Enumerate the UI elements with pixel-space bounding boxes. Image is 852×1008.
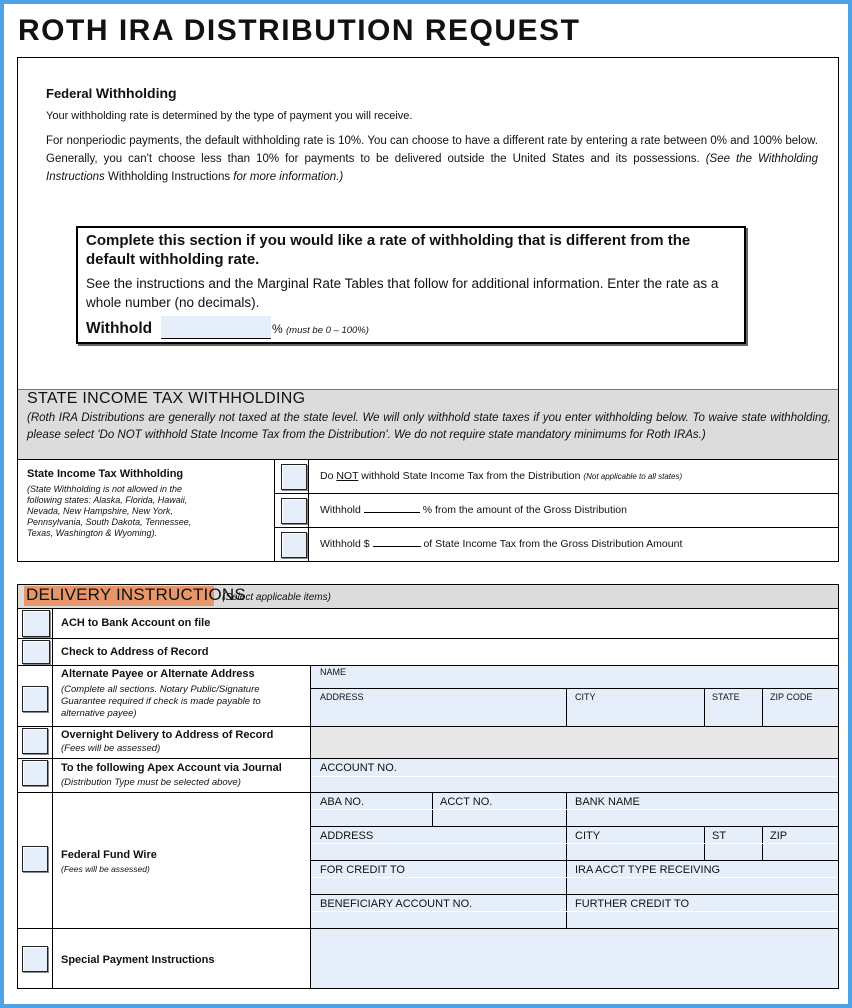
divider: [311, 776, 838, 777]
divider: [762, 688, 763, 726]
overnight-grey-cell: [311, 727, 838, 758]
divider: [311, 877, 838, 878]
check-label: Check to Address of Record: [61, 646, 209, 658]
wire-address-label: ADDRESS: [320, 830, 374, 842]
wire-zip-label: ZIP: [770, 830, 788, 842]
divider: [311, 894, 838, 895]
overnight-checkbox[interactable]: [22, 728, 48, 754]
alt-zip-label: ZIP CODE: [770, 692, 813, 702]
divider: [311, 809, 838, 810]
account-no-label: ACCOUNT NO.: [320, 762, 397, 774]
divider: [52, 608, 53, 989]
divider: [566, 688, 567, 726]
state-percent-checkbox[interactable]: [281, 498, 307, 524]
state-left-note: (State Withholding is not allowed in the following states: Alaska, Florida, Hawaii, Nevada, New Hampshire, New York, Pennsylvania, South Dakota, Tennessee, Texas, Washington & Wyoming).: [27, 484, 192, 538]
state-withholding-title: STATE INCOME TAX WITHHOLDING: [27, 390, 306, 407]
custom-rate-instructions: See the instructions and the Marginal Rate Tables that follow for additional information. Enter the rate as a whole number (no decimals).: [86, 276, 719, 310]
federal-withholding-paragraph: For nonperiodic payments, the default withholding rate is 10%. You can choose to have a different rate by entering a rate between 0% and 100% below. Generally, you can't choose less than 10% for payments to be delivered outside the United States and its possessions. (See the Withholding Instructions Withholding Instructions for more information.): [46, 135, 819, 183]
withhold-percent-note: % (must be 0 – 100%): [272, 322, 369, 336]
divider: [311, 911, 838, 912]
wire-label: Federal Fund Wire: [61, 849, 157, 861]
for-credit-label: FOR CREDIT TO: [320, 864, 405, 876]
aba-no-label: ABA NO.: [320, 796, 365, 808]
state-percent-input[interactable]: [364, 504, 420, 513]
beneficiary-account-label: BENEFICIARY ACCOUNT NO.: [320, 898, 473, 910]
ira-type-label: IRA ACCT TYPE RECEIVING: [575, 864, 721, 876]
further-credit-label: FURTHER CREDIT TO: [575, 898, 690, 910]
overnight-label: Overnight Delivery to Address of Record: [61, 729, 274, 741]
wire-note: (Fees will be assessed): [61, 864, 150, 874]
divider: [704, 688, 705, 726]
divider: [274, 527, 839, 528]
apex-account-note: (Distribution Type must be selected above): [61, 777, 241, 788]
divider: [311, 826, 838, 827]
check-checkbox[interactable]: [22, 640, 50, 664]
alternate-payee-label: Alternate Payee or Alternate Address: [61, 668, 255, 680]
overnight-note: (Fees will be assessed): [61, 743, 161, 754]
alt-name-label: NAME: [320, 667, 347, 677]
federal-withholding-intro: Your withholding rate is determined by the type of payment you will receive.: [46, 110, 413, 122]
page-title: ROTH IRA DISTRIBUTION REQUEST: [18, 14, 581, 47]
divider: [274, 493, 839, 494]
divider: [566, 792, 567, 928]
custom-rate-heading: Complete this section if you would like a rate of withholding that is different from the default withholding rate.: [86, 232, 691, 268]
special-instructions-input[interactable]: [311, 929, 838, 988]
withhold-label: Withhold: [86, 320, 153, 337]
wire-st-label: ST: [712, 830, 727, 842]
divider: [311, 843, 838, 844]
state-percent-label: Withhold % from the amount of the Gross Distribution: [320, 504, 627, 516]
divider: [18, 638, 838, 639]
state-dollar-checkbox[interactable]: [281, 532, 307, 558]
alt-address-label: ADDRESS: [320, 692, 364, 702]
alternate-payee-checkbox[interactable]: [22, 686, 48, 712]
wire-city-label: CITY: [575, 830, 601, 842]
state-no-withhold-label: Do NOT withhold State Income Tax from the Distribution (Not applicable to all states): [320, 470, 683, 482]
divider: [311, 860, 838, 861]
alternate-payee-note: (Complete all sections. Notary Public/Signature Guarantee required if check is made payable to alternative payee): [61, 684, 261, 719]
divider: [274, 459, 275, 562]
federal-withholding-heading: Federal Withholding: [46, 85, 177, 101]
alt-name-input[interactable]: [311, 666, 838, 688]
wire-checkbox[interactable]: [22, 846, 48, 872]
state-dollar-label: Withhold $ of State Income Tax from the Gross Distribution Amount: [320, 538, 683, 550]
acct-no-label: ACCT NO.: [440, 796, 493, 808]
apex-account-label: To the following Apex Account via Journal: [61, 762, 282, 774]
alt-state-label: STATE: [712, 692, 740, 702]
state-left-heading: State Income Tax Withholding: [27, 468, 184, 480]
delivery-title: DELIVERY INSTRUCTIONS: [26, 585, 246, 604]
delivery-subtitle: (Select applicable items): [222, 592, 331, 603]
bank-name-label: BANK NAME: [575, 796, 640, 808]
divider: [18, 608, 838, 609]
ach-checkbox[interactable]: [22, 610, 50, 637]
state-no-withhold-checkbox[interactable]: [281, 464, 307, 490]
special-instructions-label: Special Payment Instructions: [61, 954, 215, 966]
apex-account-checkbox[interactable]: [22, 760, 48, 786]
withhold-rate-input[interactable]: [161, 316, 271, 339]
divider: [308, 459, 309, 562]
ach-label: ACH to Bank Account on file: [61, 617, 211, 629]
state-dollar-input[interactable]: [373, 538, 421, 547]
alt-city-label: CITY: [575, 692, 596, 702]
special-instructions-checkbox[interactable]: [22, 946, 48, 972]
state-withholding-description: (Roth IRA Distributions are generally not taxed at the state level. We will only withhold state taxes if you enter withholding below. To waive state withholding, please select 'Do NOT withhold State Income Tax from the Distribution'. We do not require state mandatory minimums for Roth IRAs.): [27, 412, 831, 441]
